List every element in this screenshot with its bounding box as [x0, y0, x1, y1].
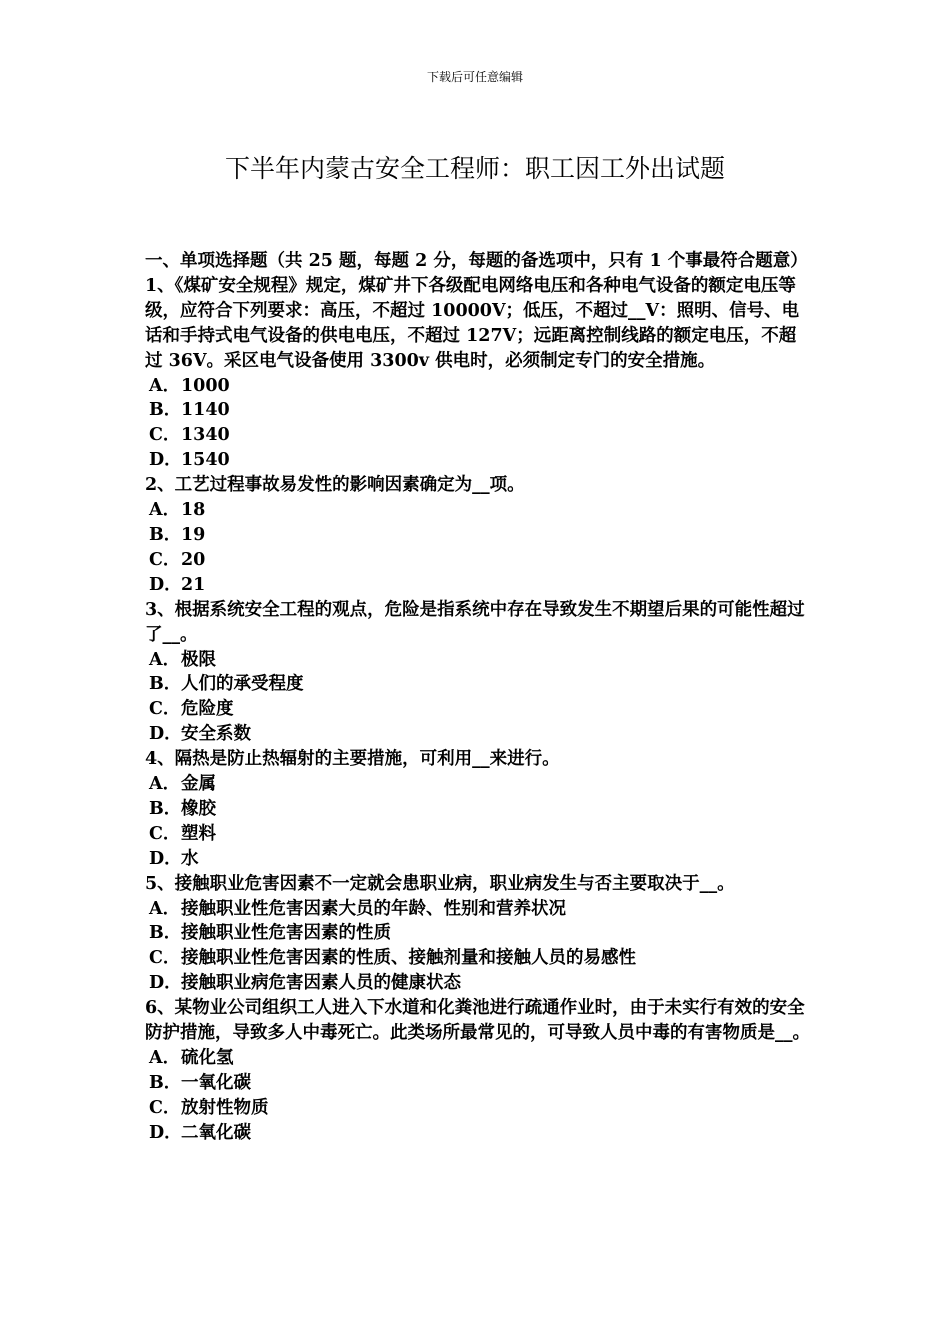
- section-heading: 一、单项选择题（共 25 题，每题 2 分，每题的备选项中，只有 1 个事最符合题意）: [145, 251, 808, 271]
- option-text: 接触职业性危害因素的性质、接触剂量和接触人员的易感性: [181, 948, 636, 969]
- option-d: [145, 722, 813, 747]
- question-6: [145, 996, 813, 1145]
- option-label: B．: [149, 400, 182, 421]
- option-text: 21: [181, 574, 206, 595]
- option-text: 极限: [181, 649, 216, 670]
- option-label: B．: [149, 524, 182, 545]
- option-a: [145, 1046, 813, 1071]
- option-text: 20: [181, 549, 206, 570]
- option-a: [145, 897, 813, 922]
- option-label: D．: [149, 574, 182, 595]
- option-text: 塑料: [181, 823, 216, 844]
- option-label: B．: [149, 923, 182, 944]
- option-label: B．: [149, 674, 182, 695]
- option-text: 一氧化碳: [181, 1072, 251, 1093]
- option-label: B．: [149, 1072, 182, 1093]
- option-label: A．: [149, 898, 181, 919]
- option-b: [145, 921, 813, 946]
- option-label: A．: [149, 500, 181, 521]
- option-label: C．: [149, 823, 181, 844]
- question-2: [145, 473, 813, 598]
- option-label: D．: [149, 450, 182, 471]
- option-c: [145, 548, 813, 573]
- question-stem: 4、隔热是防止热辐射的主要措施，可利用__来进行。: [145, 749, 560, 770]
- option-b: [145, 797, 813, 822]
- option-b: [145, 672, 813, 697]
- option-b: [145, 523, 813, 548]
- option-text: 接触职业病危害因素人员的健康状态: [181, 973, 461, 994]
- option-text: 1340: [181, 425, 230, 446]
- option-text: 19: [181, 524, 206, 545]
- option-label: A．: [149, 774, 181, 795]
- option-label: A．: [149, 375, 181, 396]
- option-c: [145, 697, 813, 722]
- document-title: 下半年内蒙古安全工程师：职工因工外出试题: [224, 154, 725, 183]
- option-a: [145, 498, 813, 523]
- option-text: 橡胶: [181, 798, 216, 819]
- option-label: C．: [149, 699, 181, 720]
- question-3: [145, 598, 813, 747]
- option-label: C．: [149, 425, 181, 446]
- question-stem: 1、《煤矿安全规程》规定，煤矿井下各级配电网络电压和各种电气设备的额定电压等级，应符合下列要求：高压，不超过 10000V；低压，不超过__V：照明、信号、电话和手持式电气设备的供电电压，不超过 127V；远距离控制线路的额定电压，不超过 36V。采区电气设备使用 3300v 供电时，必须制定专门的安全措施。: [145, 275, 800, 371]
- option-text: 接触职业性危害因素大员的年龄、性别和营养状况: [181, 898, 566, 919]
- option-label: C．: [149, 1097, 181, 1118]
- option-text: 18: [181, 500, 206, 521]
- question-1: [145, 274, 813, 473]
- option-text: 水: [181, 848, 199, 869]
- option-label: C．: [149, 549, 181, 570]
- option-label: D．: [149, 973, 182, 994]
- option-b: [145, 398, 813, 423]
- option-text: 接触职业性危害因素的性质: [181, 923, 391, 944]
- option-label: D．: [149, 1122, 182, 1143]
- option-text: 放射性物质: [181, 1097, 269, 1118]
- question-stem: 2、工艺过程事故易发性的影响因素确定为__项。: [145, 475, 525, 496]
- option-label: B．: [149, 798, 182, 819]
- question-stem: 5、接触职业危害因素不一定就会患职业病，职业病发生与否主要取决于__。: [145, 873, 735, 894]
- option-text: 安全系数: [181, 724, 251, 745]
- option-label: A．: [149, 649, 181, 670]
- option-label: A．: [149, 1048, 181, 1068]
- option-text: 危险度: [181, 699, 234, 720]
- option-text: 二氧化碳: [181, 1122, 251, 1143]
- option-label: D．: [149, 848, 182, 869]
- question-stem: 6、某物业公司组织工人进入下水道和化粪池进行疏通作业时，由于未实行有效的安全防护措施，导致多人中毒死亡。此类场所最常见的，可导致人员中毒的有害物质是__。: [145, 998, 810, 1044]
- option-text: 1540: [181, 450, 230, 471]
- question-4: [145, 747, 813, 872]
- option-label: C．: [149, 948, 181, 969]
- option-a: [145, 648, 813, 673]
- option-d: [145, 573, 813, 598]
- option-c: [145, 1096, 813, 1121]
- header-note: 下载后可任意编辑: [426, 70, 523, 84]
- option-text: 1140: [181, 400, 230, 421]
- option-text: 人们的承受程度: [181, 674, 304, 695]
- option-c: [145, 946, 813, 971]
- document-body: [145, 249, 813, 1146]
- option-text: 1000: [181, 375, 230, 396]
- option-c: [145, 822, 813, 847]
- option-label: D．: [149, 724, 182, 745]
- option-text: 硫化氢: [181, 1048, 234, 1068]
- option-a: [145, 772, 813, 797]
- option-b: [145, 1071, 813, 1096]
- question-5: [145, 872, 813, 997]
- option-c: [145, 423, 813, 448]
- option-d: [145, 847, 813, 872]
- option-d: [145, 1121, 813, 1146]
- option-a: [145, 374, 813, 399]
- option-d: [145, 448, 813, 473]
- option-text: 金属: [181, 774, 216, 795]
- question-stem: 3、根据系统安全工程的观点，危险是指系统中存在导致发生不期望后果的可能性超过了__。: [145, 599, 805, 645]
- option-d: [145, 971, 813, 996]
